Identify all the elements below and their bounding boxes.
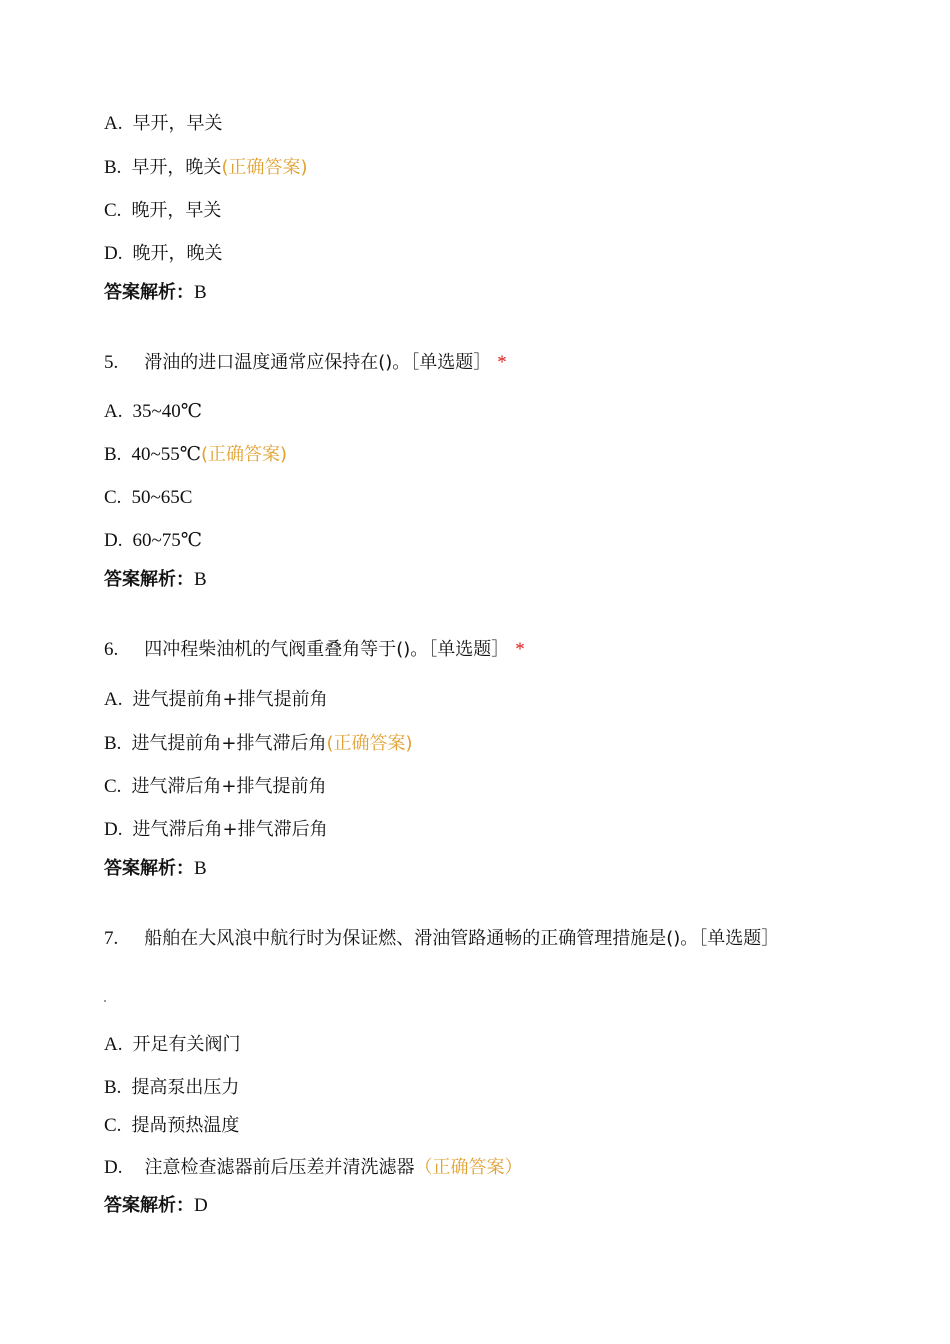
- question-number: 6.: [104, 639, 119, 660]
- option-text: 晚开，早关: [131, 200, 222, 221]
- option-text: 进气滞后角+排气滞后角: [132, 819, 328, 840]
- option-text: 提咼预热温度: [131, 1115, 240, 1136]
- option-a[interactable]: [104, 112, 222, 136]
- correct-answer-mark: （正确答案）: [414, 1157, 523, 1178]
- option-label: D.: [104, 530, 123, 551]
- required-star: *: [497, 352, 507, 373]
- option-text: 50~65C: [131, 487, 193, 508]
- option-text: 35~40℃: [132, 401, 203, 422]
- question-number: 7.: [104, 928, 119, 949]
- answer-value: D: [194, 1195, 208, 1216]
- option-label: A.: [104, 113, 123, 134]
- option-label: C.: [104, 200, 122, 221]
- answer-analysis: [104, 281, 207, 305]
- question-5-title: [104, 351, 507, 375]
- answer-analysis-label: 答案解析：: [104, 282, 194, 303]
- option-d[interactable]: [104, 529, 202, 553]
- answer-value: B: [194, 282, 207, 303]
- option-label: D.: [104, 819, 123, 840]
- question-text: 滑油的进口温度通常应保持在()。［单选题］: [144, 352, 492, 373]
- option-b[interactable]: [104, 732, 413, 756]
- option-c[interactable]: [104, 775, 327, 799]
- correct-answer-mark: (正确答案): [221, 157, 308, 178]
- option-c[interactable]: [104, 199, 221, 223]
- option-text: 40~55℃: [131, 444, 201, 465]
- correct-answer-mark: (正确答案): [326, 733, 413, 754]
- option-label: A.: [104, 401, 123, 422]
- answer-analysis-label: 答案解析：: [104, 858, 194, 879]
- option-label: C.: [104, 487, 122, 508]
- option-text: 提高泵出压力: [131, 1077, 240, 1098]
- answer-analysis: [104, 857, 207, 881]
- option-text: 注意检查滤器前后压差并清洗滤器: [144, 1157, 415, 1178]
- option-label: A.: [104, 1034, 123, 1055]
- question-text: 船舶在大风浪中航行时为保证燃、滑油管路通畅的正确管理措施是()。［单选题］: [144, 928, 780, 949]
- question-7-title: [104, 926, 834, 952]
- option-text: 早开，晚关: [131, 157, 222, 178]
- option-b[interactable]: [104, 443, 287, 467]
- question-text: 四冲程柴油机的气阀重叠角等于()。［单选题］: [144, 639, 510, 660]
- option-label: B.: [104, 444, 122, 465]
- option-d[interactable]: [104, 818, 328, 842]
- option-text: 晚开，晚关: [132, 243, 223, 264]
- answer-value: B: [194, 569, 207, 590]
- answer-analysis-label: 答案解析：: [104, 1195, 194, 1216]
- option-label: B.: [104, 733, 122, 754]
- answer-analysis: [104, 1194, 208, 1218]
- option-label: B.: [104, 1077, 122, 1098]
- option-b[interactable]: [104, 1076, 239, 1100]
- option-label: C.: [104, 1115, 122, 1136]
- option-text: 进气提前角+排气滞后角: [131, 733, 327, 754]
- option-label: D.: [104, 243, 123, 264]
- option-c[interactable]: [104, 1114, 239, 1138]
- option-d[interactable]: [104, 1156, 522, 1180]
- answer-analysis-label: 答案解析：: [104, 569, 194, 590]
- required-star: *: [515, 639, 525, 660]
- option-label: B.: [104, 157, 122, 178]
- option-text: 早开，早关: [132, 113, 223, 134]
- option-b[interactable]: [104, 156, 307, 180]
- option-d[interactable]: [104, 242, 222, 266]
- option-a[interactable]: [104, 1033, 240, 1057]
- option-text: 60~75℃: [132, 530, 203, 551]
- option-a[interactable]: [104, 400, 202, 424]
- divider-dot: [104, 1000, 106, 1002]
- option-label: C.: [104, 776, 122, 797]
- question-number: 5.: [104, 352, 119, 373]
- option-c[interactable]: [104, 486, 192, 510]
- answer-analysis: [104, 568, 207, 592]
- option-text: 开足有关阀门: [132, 1034, 241, 1055]
- option-label: A.: [104, 689, 123, 710]
- option-text: 进气滞后角+排气提前角: [131, 776, 327, 797]
- answer-value: B: [194, 858, 207, 879]
- option-label: D.: [104, 1157, 123, 1178]
- option-a[interactable]: [104, 688, 328, 712]
- correct-answer-mark: (正确答案): [200, 444, 288, 465]
- option-text: 进气提前角+排气提前角: [132, 689, 328, 710]
- question-6-title: [104, 638, 525, 662]
